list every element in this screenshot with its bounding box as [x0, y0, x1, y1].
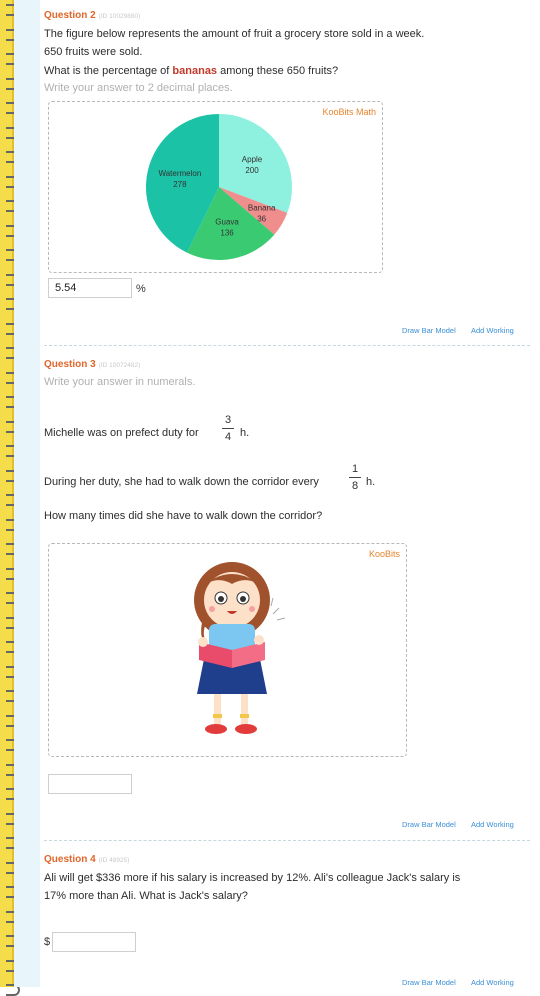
fraction-bar: [349, 477, 361, 478]
q2-answer-input[interactable]: 5.54: [48, 278, 132, 298]
separator: [44, 840, 530, 841]
question-4-label: Question 4: [44, 854, 96, 865]
q2-add-working-link[interactable]: Add Working: [471, 326, 514, 335]
pie-chart: [49, 102, 382, 272]
fraction-numerator: 3: [224, 414, 232, 426]
q3-line-3: How many times did she have to walk down the corridor?: [44, 510, 323, 522]
q3-hint: Write your answer in numerals.: [44, 376, 196, 388]
question-4-id: (ID 48925): [98, 857, 130, 864]
q3-line-1: Michelle was on prefect duty for: [44, 427, 199, 439]
question-2-id: (ID 10029880): [98, 13, 141, 20]
question-3-label: Question 3: [44, 359, 96, 370]
fraction-three-quarters: [222, 414, 234, 443]
q3-draw-bar-model-link[interactable]: Draw Bar Model: [402, 820, 456, 829]
fraction-denominator: 8: [351, 480, 359, 492]
separator: [44, 345, 530, 346]
q4-currency: $: [44, 936, 51, 948]
fraction-denominator: 4: [224, 431, 232, 443]
q3-line-1-unit: h.: [240, 427, 250, 439]
pie-label-name: Guava: [215, 217, 239, 227]
q2-draw-bar-model-link[interactable]: Draw Bar Model: [402, 326, 456, 335]
q2-line-3-pre: What is the percentage of: [44, 65, 173, 77]
q2-figure: [48, 101, 383, 273]
q2-line-1: The figure below represents the amount of fruit a grocery store sold in a week.: [44, 28, 425, 40]
pie-label-value: 200: [245, 166, 259, 176]
q3-brand: KooBits: [368, 549, 400, 559]
question-4-title: [44, 854, 129, 865]
pie-label-value: 36: [257, 214, 267, 224]
q2-hint: Write your answer to 2 decimal places.: [44, 82, 233, 94]
q3-figure: [48, 543, 407, 757]
pie-label-name: Watermelon: [158, 168, 202, 178]
q3-add-working-link[interactable]: Add Working: [471, 820, 514, 829]
q4-draw-bar-model-link[interactable]: Draw Bar Model: [402, 978, 456, 987]
q4-line-2: 17% more than Ali. What is Jack's salary?: [44, 890, 248, 902]
fraction-one-eighth: [349, 463, 361, 492]
pie-label-value: 136: [220, 228, 234, 238]
pie-label-name: Apple: [241, 155, 263, 165]
q3-answer-input[interactable]: [48, 774, 132, 794]
question-2-label: Question 2: [44, 10, 96, 21]
q3-line-2: During her duty, she had to walk down the corridor every: [44, 476, 319, 488]
question-3-title: [44, 359, 140, 370]
q4-line-1: Ali will get $336 more if his salary is increased by 12%. Ali's colleague Jack's salary is: [44, 872, 461, 884]
pie-label-name: Banana: [247, 203, 276, 213]
q2-line-3: [44, 65, 338, 77]
question-3-id: (ID 10072482): [98, 362, 141, 369]
q4-add-working-link[interactable]: Add Working: [471, 978, 514, 987]
q3-line-2-unit: h.: [366, 476, 376, 488]
q2-brand: KooBits Math: [322, 107, 376, 117]
question-2-title: [44, 10, 140, 21]
q2-line-2: 650 fruits were sold.: [44, 46, 143, 58]
fraction-numerator: 1: [351, 463, 359, 475]
girl-reading-illustration: [49, 544, 406, 756]
q2-line-3-post: among these 650 fruits?: [217, 65, 339, 77]
pie-label-value: 278: [173, 179, 187, 189]
page-gutter: [14, 0, 40, 987]
q2-unit: %: [136, 283, 146, 295]
q2-highlight-bananas: bananas: [172, 65, 218, 77]
fraction-bar: [222, 428, 234, 429]
q4-answer-input[interactable]: [52, 932, 136, 952]
